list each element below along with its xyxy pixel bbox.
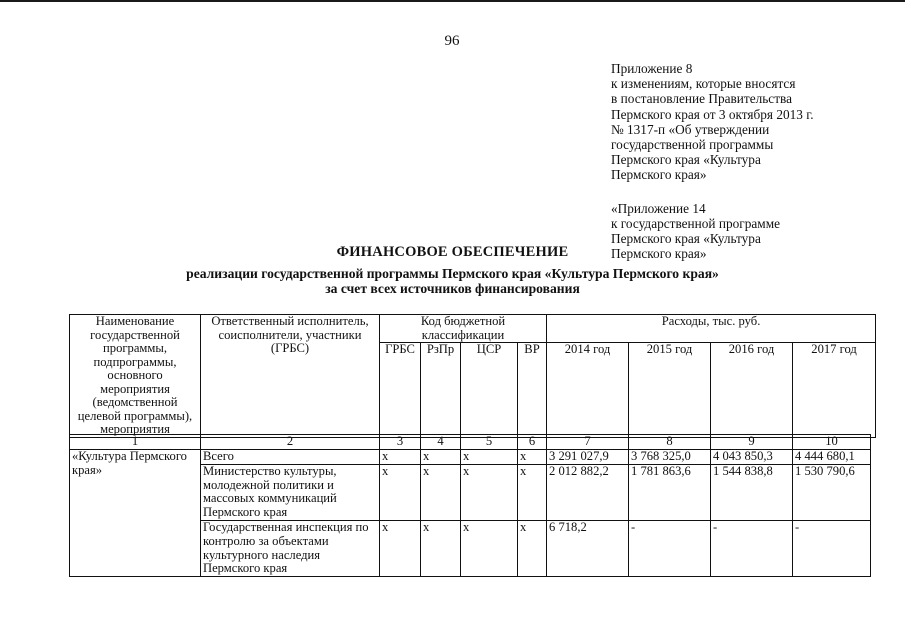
document-subtitle — [0, 266, 905, 296]
column-number: 8 — [629, 435, 711, 450]
subtitle-line-2: за счет всех источников финансирования — [325, 281, 580, 296]
header-year-2015: 2015 год — [629, 343, 711, 438]
value-cell-2015: 3 768 325,0 — [629, 450, 711, 465]
table-header — [69, 314, 876, 438]
header-expenses: Расходы, тыс. руб. — [547, 315, 876, 343]
code-cell: x — [518, 450, 547, 465]
executor-cell: Всего — [201, 450, 380, 465]
column-number: 10 — [793, 435, 871, 450]
column-number: 6 — [518, 435, 547, 450]
header-year-2017: 2017 год — [793, 343, 876, 438]
annex-8-line: № 1317-п «Об утверждении — [611, 121, 770, 137]
annex-8-line: Пермского края «Культура — [611, 152, 761, 168]
value-cell-2015: - — [629, 520, 711, 576]
annex-8-line: государственной программы — [611, 137, 774, 153]
value-cell-2017: 1 530 790,6 — [793, 464, 871, 520]
column-number-row — [70, 435, 871, 450]
annex-8-line: к изменениям, которые вносятся — [611, 76, 796, 92]
page-number: 96 — [444, 33, 460, 49]
column-number: 4 — [421, 435, 461, 450]
annex-14-line: «Приложение 14 — [611, 200, 706, 216]
value-cell-2016: - — [711, 520, 793, 576]
code-cell: x — [380, 464, 421, 520]
header-code-vr: ВР — [518, 343, 547, 438]
code-cell: x — [421, 464, 461, 520]
table-row-total — [70, 450, 871, 465]
header-executor-column: Ответственный исполнитель, соисполнители, участники (ГРБС) — [201, 315, 380, 438]
annex-note-8 — [611, 61, 896, 183]
annex-8-line: Пермского края» — [611, 167, 707, 183]
value-cell-2017: - — [793, 520, 871, 576]
annex-block — [611, 61, 896, 261]
code-cell: x — [380, 450, 421, 465]
header-year-2014: 2014 год — [547, 343, 629, 438]
value-cell-2017: 4 444 680,1 — [793, 450, 871, 465]
document-title: ФИНАНСОВОЕ ОБЕСПЕЧЕНИЕ — [336, 244, 569, 260]
value-cell-2015: 1 781 863,6 — [629, 464, 711, 520]
code-cell: x — [461, 464, 518, 520]
column-number: 9 — [711, 435, 793, 450]
annex-8-line: в постановление Правительства — [611, 91, 793, 107]
column-number: 1 — [70, 435, 201, 450]
executor-cell: Государственная инспекция по контролю за объектами культурного наследия Пермского края — [201, 520, 380, 576]
value-cell-2014: 2 012 882,2 — [547, 464, 629, 520]
code-cell: x — [380, 520, 421, 576]
code-cell: x — [461, 520, 518, 576]
annex-8-line: Приложение 8 — [611, 61, 693, 76]
code-cell: x — [421, 520, 461, 576]
column-number: 5 — [461, 435, 518, 450]
code-cell: x — [518, 520, 547, 576]
header-year-2016: 2016 год — [711, 343, 793, 438]
value-cell-2014: 3 291 027,9 — [547, 450, 629, 465]
page-top-border — [0, 0, 905, 2]
value-cell-2016: 1 544 838,8 — [711, 464, 793, 520]
column-number: 3 — [380, 435, 421, 450]
program-name-cell: «Культура Пермского края» — [70, 450, 201, 577]
code-cell: x — [518, 464, 547, 520]
subtitle-line-1: реализации государственной программы Пермского края «Культура Пермского края» — [186, 266, 719, 281]
header-code-rzpr: РзПр — [421, 343, 461, 438]
header-code-grbs: ГРБС — [380, 343, 421, 438]
annex-14-line: Пермского края» — [611, 246, 707, 262]
column-number: 7 — [547, 435, 629, 450]
column-number: 2 — [201, 435, 380, 450]
value-cell-2014: 6 718,2 — [547, 520, 629, 576]
value-cell-2016: 4 043 850,3 — [711, 450, 793, 465]
annex-8-line: Пермского края от 3 октября 2013 г. — [611, 106, 814, 122]
header-name-column: Наименование государственной программы, подпрограммы, основного мероприятия (ведомственной целевой программы), мероприятия — [70, 315, 201, 438]
header-budget-code: Код бюджетной классификации — [380, 315, 547, 343]
code-cell: x — [461, 450, 518, 465]
annex-14-line: к государственной программе — [611, 215, 781, 231]
financing-table — [69, 434, 871, 577]
header-code-csr: ЦСР — [461, 343, 518, 438]
code-cell: x — [421, 450, 461, 465]
annex-14-line: Пермского края «Культура — [611, 231, 761, 247]
executor-cell: Министерство культуры, молодежной политики и массовых коммуникаций Пермского края — [201, 464, 380, 520]
